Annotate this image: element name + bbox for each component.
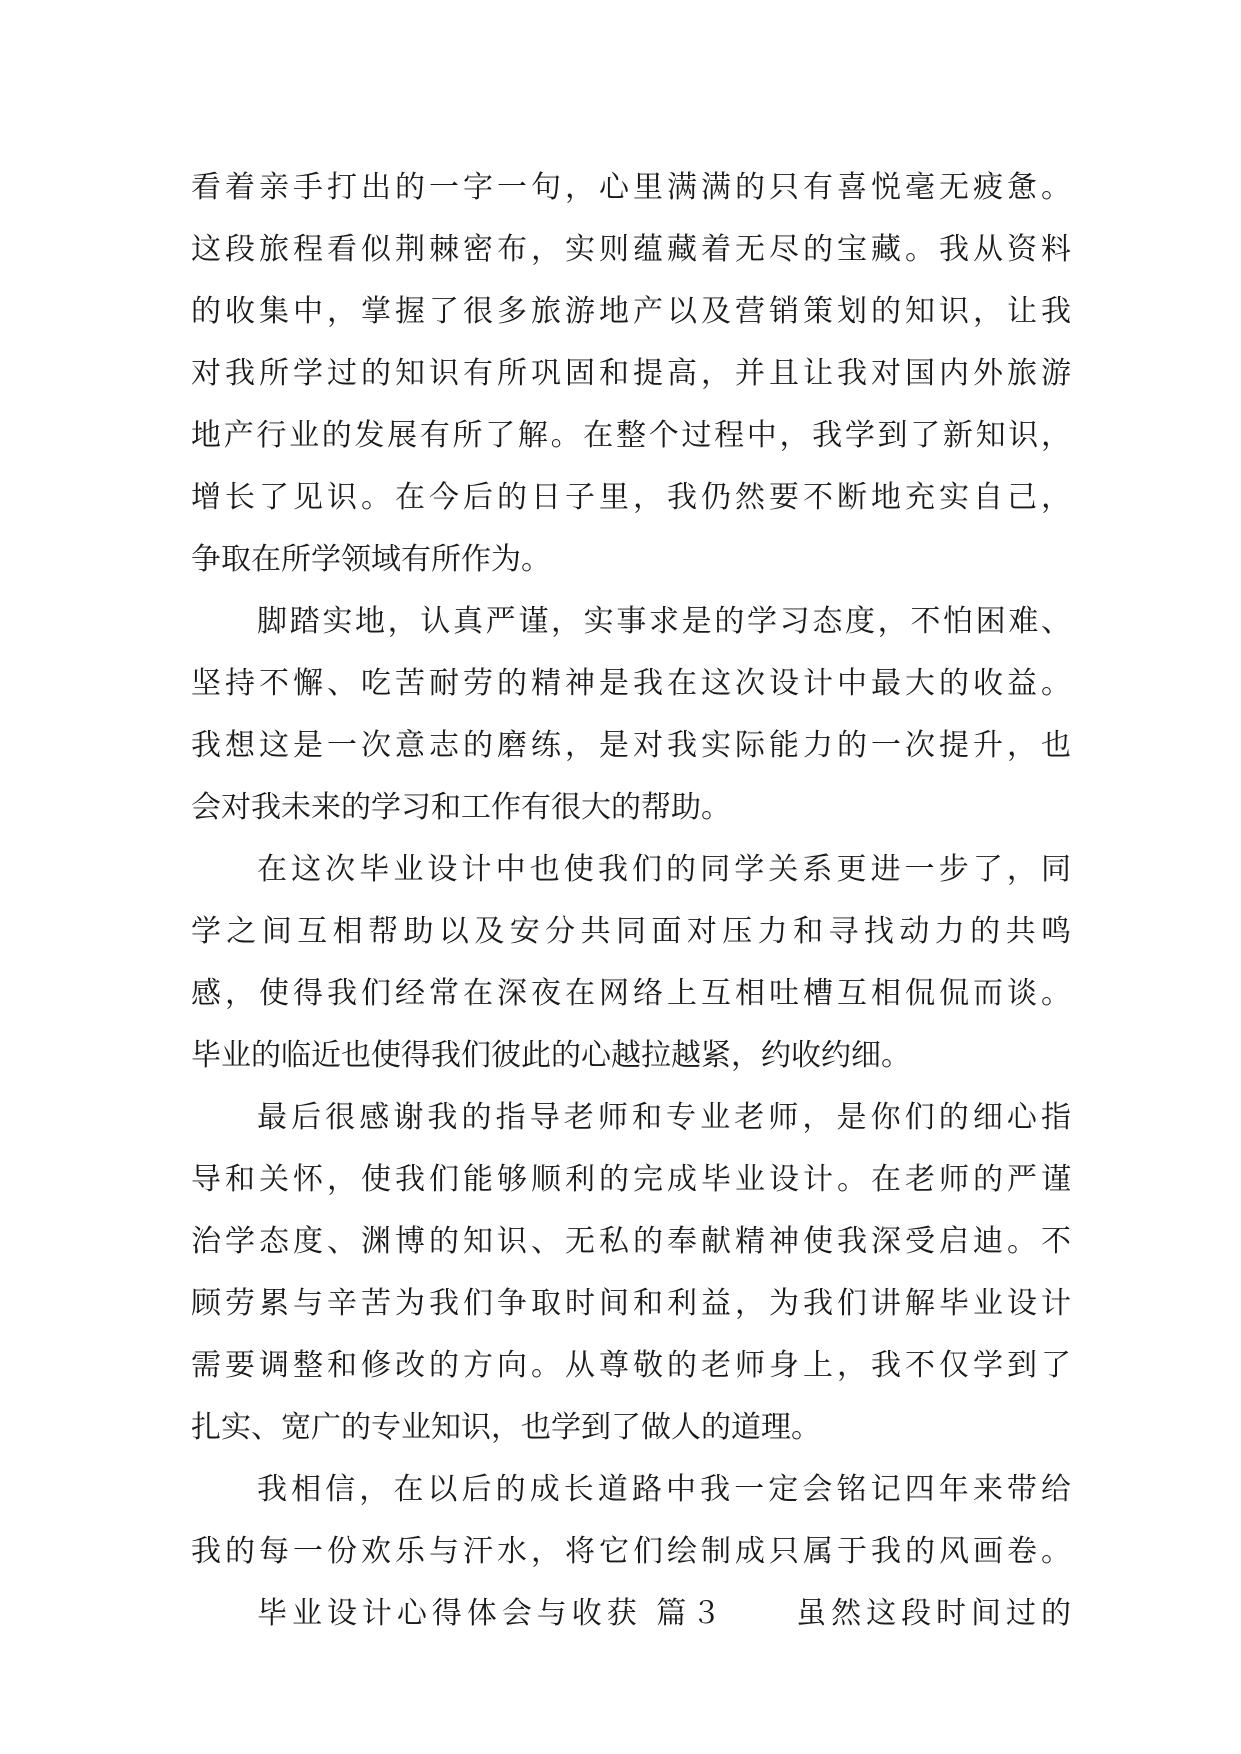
text-line: 争取在所学领域有所作为。 (191, 542, 551, 577)
text-line: 地产行业的发展有所了解。在整个过程中，我学到了新知识， (191, 418, 1071, 453)
text-line: 脚踏实地，认真严谨，实事求是的学习态度，不怕困难、 (257, 604, 1071, 639)
text-line: 最后很感谢我的指导老师和专业老师，是你们的细心指 (257, 1100, 1071, 1135)
text-line: 我的每一份欢乐与汗水，将它们绘制成只属于我的风画卷。 (191, 1534, 1071, 1569)
text-line: 扎实、宽广的专业知识，也学到了做人的道理。 (191, 1410, 821, 1445)
text-line: 坚持不懈、吃苦耐劳的精神是我在这次设计中最大的收益。 (191, 666, 1071, 701)
text-line: 顾劳累与辛苦为我们争取时间和利益，为我们讲解毕业设计 (191, 1286, 1071, 1321)
text-line: 的收集中，掌握了很多旅游地产以及营销策划的知识，让我 (191, 294, 1071, 329)
text-line: 我相信，在以后的成长道路中我一定会铭记四年来带给 (257, 1472, 1071, 1507)
text-line: 我想这是一次意志的磨练，是对我实际能力的一次提升，也 (191, 728, 1071, 763)
text-line: 增长了见识。在今后的日子里，我仍然要不断地充实自己， (191, 480, 1071, 515)
text-line: 导和关怀，使我们能够顺利的完成毕业设计。在老师的严谨 (191, 1162, 1071, 1197)
text-line: 毕业的临近也使得我们彼此的心越拉越紧，约收约细。 (191, 1038, 911, 1073)
text-line: 这段旅程看似荆棘密布，实则蕴藏着无尽的宝藏。我从资料 (191, 232, 1071, 267)
text-line: 感，使得我们经常在深夜在网络上互相吐槽互相侃侃而谈。 (191, 976, 1071, 1011)
text-line: 看着亲手打出的一字一句，心里满满的只有喜悦毫无疲惫。 (191, 170, 1071, 205)
text-line: 毕业设计心得体会与收获 篇３ 虽然这段时间过的 (257, 1596, 1071, 1631)
text-line: 会对我未来的学习和工作有很大的帮助。 (191, 790, 731, 825)
text-line: 在这次毕业设计中也使我们的同学关系更进一步了，同 (257, 852, 1071, 887)
text-line: 对我所学过的知识有所巩固和提高，并且让我对国内外旅游 (191, 356, 1071, 391)
document-page (191, 157, 1071, 1645)
text-line: 学之间互相帮助以及安分共同面对压力和寻找动力的共鸣 (191, 914, 1071, 949)
text-line: 需要调整和修改的方向。从尊敬的老师身上，我不仅学到了 (191, 1348, 1071, 1383)
text-line: 治学态度、渊博的知识、无私的奉献精神使我深受启迪。不 (191, 1224, 1071, 1259)
